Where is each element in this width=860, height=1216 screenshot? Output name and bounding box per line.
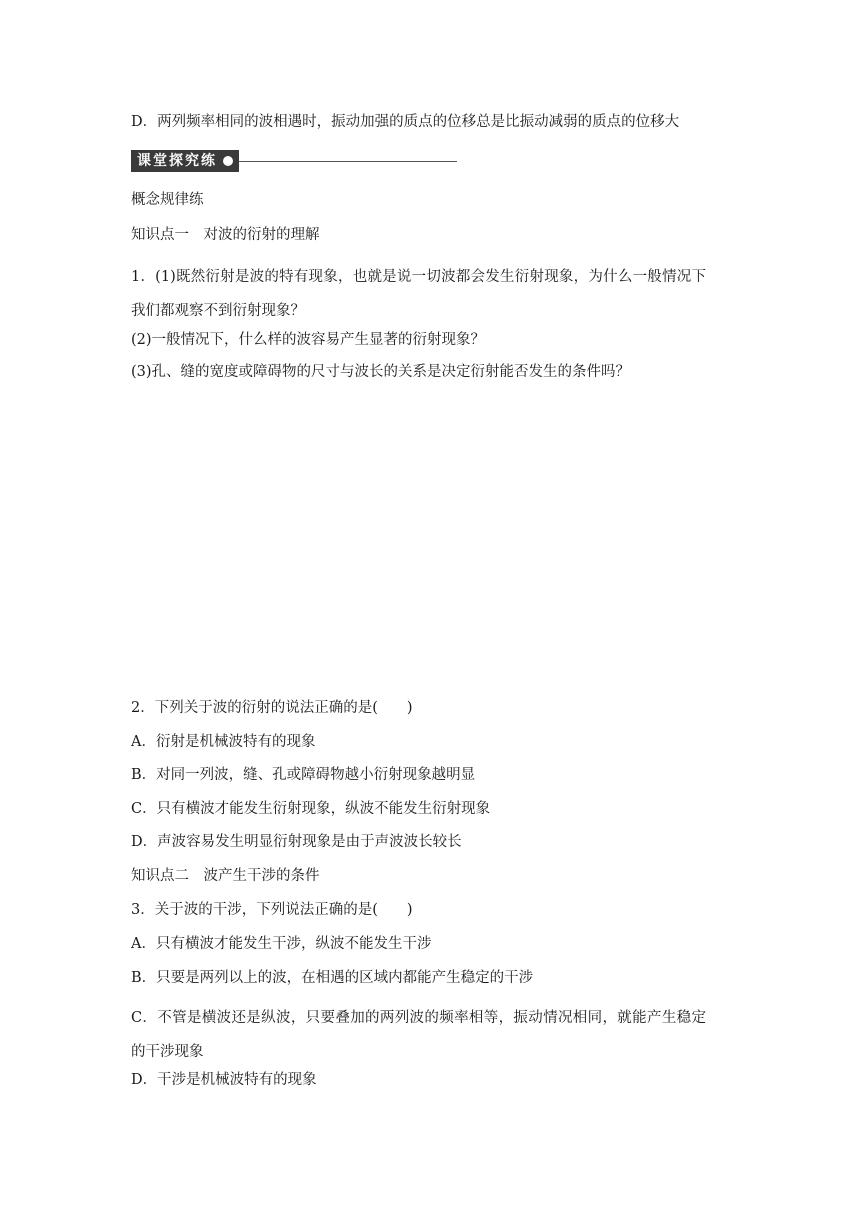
question-1-part-3: (3)孔、缝的宽度或障碍物的尺寸与波长的关系是决定衍射能否发生的条件吗？ — [131, 364, 631, 380]
question-3-option-d: D．干涉是机械波特有的现象 — [131, 1072, 317, 1088]
question-3-stem: 3．关于波的干涉，下列说法正确的是( ) — [131, 902, 413, 918]
question-3-option-c: C．不管是横波还是纵波，只要叠加的两列波的频率相等，振动情况相同，就能产生稳定的干涉现象 — [131, 1010, 706, 1060]
question-2-stem: 2．下列关于波的衍射的说法正确的是( ) — [131, 700, 413, 716]
banner-rule — [239, 161, 457, 162]
question-2-option-b: B．对同一列波，缝、孔或障碍物越小衍射现象越明显 — [131, 767, 476, 783]
question-2-option-c: C．只有横波才能发生衍射现象，纵波不能发生衍射现象 — [131, 801, 491, 817]
question-3-option-a: A．只有横波才能发生干涉，纵波不能发生干涉 — [131, 936, 432, 952]
question-1-part-2: (2)一般情况下，什么样的波容易产生显著的衍射现象？ — [131, 332, 486, 348]
knowledge-point-2-title: 知识点二 波产生干涉的条件 — [131, 868, 320, 884]
question-2-option-d: D．声波容易发生明显衍射现象是由于声波波长较长 — [131, 834, 462, 850]
question-1-part-1: 1．(1)既然衍射是波的特有现象，也就是说一切波都会发生衍射现象，为什么一般情况下我们都观察不到衍射现象？ — [131, 269, 706, 319]
subsection-title: 概念规律练 — [131, 192, 204, 208]
bullet-dot-icon — [223, 156, 233, 166]
question-2-option-a: A．衍射是机械波特有的现象 — [131, 734, 316, 750]
section-banner-label-box — [131, 150, 239, 172]
option-d-previous: D．两列频率相同的波相遇时，振动加强的质点的位移总是比振动减弱的质点的位移大 — [131, 114, 680, 130]
question-3-option-b: B．只要是两列以上的波，在相遇的区域内都能产生稳定的干涉 — [131, 970, 534, 986]
knowledge-point-1-title: 知识点一 对波的衍射的理解 — [131, 227, 320, 243]
section-banner-text: 课堂探究练 — [137, 153, 217, 169]
section-banner — [131, 150, 457, 172]
